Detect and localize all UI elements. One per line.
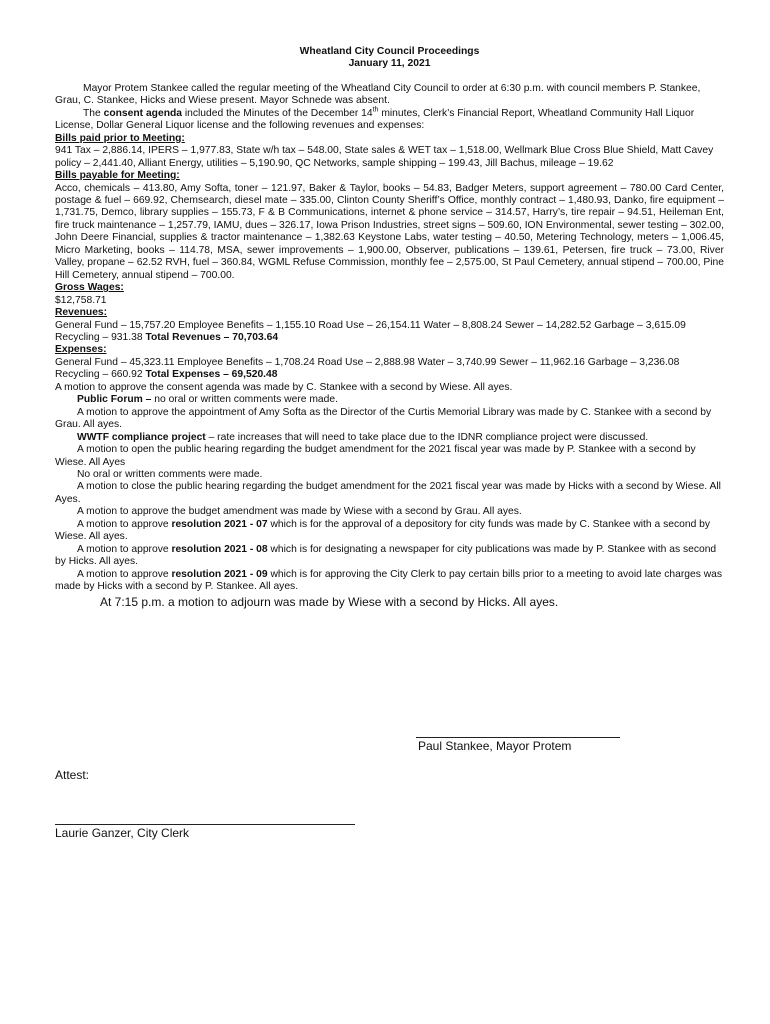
expenses-list bbox=[55, 357, 724, 382]
res07-text: which is for the approval of a depository for city funds was made by C. Stankee with a second by Wiese. All ayes. bbox=[55, 518, 711, 543]
attest-label: Attest: bbox=[55, 768, 90, 782]
document-date: January 11, 2021 bbox=[348, 58, 431, 70]
res08-text: which is for designating a newspaper for city publications was made by P. Stankee with as second by Hicks. All ayes. bbox=[55, 543, 717, 568]
bills-payable-heading: Bills payable for Meeting: bbox=[55, 170, 180, 182]
resolution-07-label: resolution 2021 - 07 bbox=[171, 518, 268, 530]
gross-wages-heading: Gross Wages: bbox=[55, 282, 124, 294]
expenses-text: General Fund – 45,323.11 Employee Benefits – 1,708.24 Road Use – 2,888.98 Water – 3,740.99 Sewer – 11,962.16 Garbage – 3,236.08 Recycling – 660.92 bbox=[55, 356, 680, 381]
clerk-signature-name: Laurie Ganzer, City Clerk bbox=[55, 826, 190, 840]
call-to-order-paragraph: Mayor Protem Stankee called the regular meeting of the Wheatland City Council to order at 6:30 p.m. with council members P. Stankee, Grau, C. Stankee, Hicks and Wiese present. Mayor Schnede was absent. bbox=[55, 82, 701, 107]
res09-prefix: A motion to approve bbox=[77, 568, 172, 580]
bills-prior-list: 941 Tax – 2,886.14, IPERS – 1,977.83, State w/h tax – 548.00, State sales & WET tax – 1,518.00, Wellmark Blue Cross Blue Shield, Matt Cavey policy – 2,441.40, Alliant Energy, utilities – 5,190.90, QC Networks, sample shipping – 199.43, Jill Bachus, mileage – 19.62 bbox=[55, 145, 714, 169]
consent-agenda-label: consent agenda bbox=[103, 107, 182, 119]
bills-payable-list: Acco, chemicals – 413.80, Amy Softa, toner – 121.97, Baker & Taylor, books – 54.83, Badger Meters, support agreement – 780.00 Card Center, postage & fuel – 669.92, Chemsearch, diesel mate – 335.00, Clinton County Sheriff’s Office, monthly contract – 1,480.93, Danko, fire equipment – 1,731.75, Demco, library supplies – 155.73, F & B Communications, internet & phone service – 314.57, Harry’s, tire repair – 94.51, Heileman Ent, fire truck maintenance – 1,257.79, IAMU, dues – 326.17, Iowa Prison Industries, street signs – 509.60, ION Environmental, sewer testing – 302.00, John Deere Financial, supplies & tractor maintenance – 1,382.63 Keystone Labs, water testing – 40.50, Metering Technology, meters – 1,006.45, Micro Marketing, books – 114.78, MSA, sewer improvements – 1,900.00, Observer, publications – 139.61, Petersen, fire truck – 73.00, River Valley, propane – 62.52 RVH, fuel – 360.84, WGML Refuse Commission, monthly fee – 2,575.00, St Paul Cemetery, annual stipend – 700.00, Pine Hill Cemetery, annual stipend – 700.00. bbox=[55, 182, 724, 281]
wwtf-paragraph bbox=[55, 432, 724, 444]
open-hearing-motion: A motion to open the public hearing regarding the budget amendment for the 2021 fiscal year was made by P. Stankee with a second by Wiese. All Ayes bbox=[55, 444, 696, 468]
resolution-09-label: resolution 2021 - 09 bbox=[171, 568, 268, 580]
revenues-text: General Fund – 15,757.20 Employee Benefits – 1,155.10 Road Use – 26,154.11 Water – 8,808.24 Sewer – 14,282.52 Garbage – 3,615.09 Recycling – 931.38 bbox=[55, 319, 686, 343]
consent-mid: included the Minutes of the December 14 bbox=[182, 107, 373, 119]
revenues-list bbox=[55, 320, 724, 345]
public-forum-text: no oral or written comments were made. bbox=[151, 394, 338, 406]
consent-sup: th bbox=[372, 106, 379, 114]
resolution-09-motion bbox=[55, 569, 724, 594]
document-title: Wheatland City Council Proceedings bbox=[299, 46, 480, 57]
res08-prefix: A motion to approve bbox=[77, 543, 172, 555]
bills-prior-heading: Bills paid prior to Meeting: bbox=[55, 132, 185, 144]
resolution-08-label: resolution 2021 - 08 bbox=[171, 543, 268, 555]
public-forum-label: Public Forum – bbox=[77, 394, 152, 406]
res09-text: which is for approving the City Clerk to pay certain bills prior to a meeting to avoid late charges was made by Hicks with a second by P. Stankee. All ayes. bbox=[55, 568, 723, 593]
adjourn-motion: At 7:15 p.m. a motion to adjourn was made by Wiese with a second by Hicks. All ayes. bbox=[100, 595, 559, 610]
consent-prefix: The bbox=[83, 107, 104, 119]
library-director-motion: A motion to approve the appointment of Amy Softa as the Director of the Curtis Memorial Library was made by C. Stankee with a second by Grau. All ayes. bbox=[55, 406, 712, 431]
revenues-heading: Revenues: bbox=[55, 307, 108, 319]
mayor-signature-name: Paul Stankee, Mayor Protem bbox=[418, 739, 572, 753]
resolution-07-motion bbox=[55, 519, 724, 544]
wwtf-label: WWTF compliance project bbox=[77, 431, 206, 443]
expenses-total: Total Expenses – 69,520.48 bbox=[145, 369, 278, 381]
consent-motion: A motion to approve the consent agenda was made by C. Stankee with a second by Wiese. All ayes. bbox=[55, 381, 513, 393]
consent-agenda-paragraph bbox=[55, 108, 724, 133]
public-forum-paragraph bbox=[55, 394, 724, 406]
gross-wages-amount: $12,758.71 bbox=[55, 294, 107, 306]
mayor-signature-line bbox=[416, 737, 620, 738]
close-hearing-motion: A motion to close the public hearing regarding the budget amendment for the 2021 fiscal year was made by Hicks with a second by Wiese. All Ayes. bbox=[55, 481, 721, 505]
no-comments-note: No oral or written comments were made. bbox=[77, 468, 263, 480]
minutes-document bbox=[55, 46, 724, 610]
revenues-total: Total Revenues – 70,703.64 bbox=[145, 331, 279, 343]
res07-prefix: A motion to approve bbox=[77, 518, 172, 530]
approve-budget-motion: A motion to approve the budget amendment was made by Wiese with a second by Grau. All ayes. bbox=[77, 506, 522, 518]
resolution-08-motion bbox=[55, 544, 724, 569]
clerk-signature-line bbox=[55, 824, 355, 825]
consent-rest: minutes, Clerk’s Financial Report, Wheatland Community Hall Liquor License, Dollar General Liquor license and the following revenues and expenses: bbox=[55, 107, 695, 132]
expenses-heading: Expenses: bbox=[55, 344, 107, 356]
wwtf-text: – rate increases that will need to take place due to the IDNR compliance project were discussed. bbox=[205, 431, 649, 443]
